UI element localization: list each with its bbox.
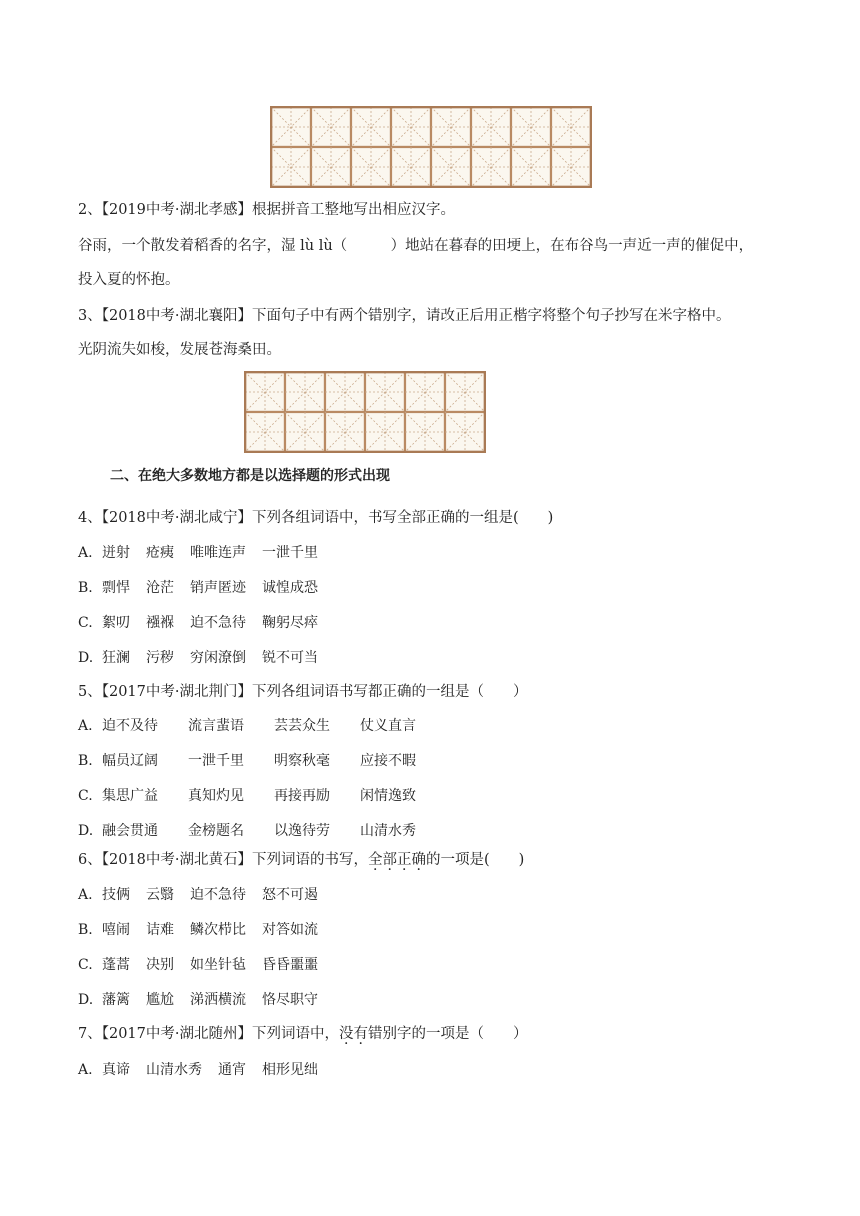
emphasis-char: 部 bbox=[382, 852, 397, 868]
grid-cell[interactable] bbox=[471, 107, 511, 147]
option-word: 疮痍 bbox=[146, 545, 174, 561]
option-word: 唯唯连声 bbox=[190, 545, 246, 561]
option-word: 剽悍 bbox=[102, 580, 130, 596]
option-word: 明察秋毫 bbox=[274, 753, 330, 769]
option-word: 诚惶成恐 bbox=[262, 580, 318, 596]
grid-cell[interactable] bbox=[431, 147, 471, 187]
option-word: 怒不可遏 bbox=[262, 887, 318, 903]
option-row[interactable] bbox=[78, 1060, 334, 1080]
option-word: 销声匿迹 bbox=[190, 580, 246, 596]
grid-cell[interactable] bbox=[551, 147, 591, 187]
question-2-line1: 谷雨，一个散发着稻香的名字，湿 lù lù（ ）地站在暮春的田埂上，在布谷鸟一声近一声的催促中， bbox=[78, 238, 754, 254]
option-word: 仗义直言 bbox=[360, 718, 416, 734]
option-label: C. bbox=[78, 788, 93, 804]
option-word: 决别 bbox=[146, 957, 174, 973]
question-2-line2: 投入夏的怀抱。 bbox=[78, 272, 180, 288]
grid-cell[interactable] bbox=[245, 412, 285, 452]
option-word: 技俩 bbox=[102, 887, 130, 903]
option-row[interactable] bbox=[78, 990, 334, 1010]
option-row[interactable] bbox=[78, 821, 446, 841]
grid-cell[interactable] bbox=[271, 107, 311, 147]
option-label: A. bbox=[78, 887, 93, 903]
option-label: B. bbox=[78, 922, 93, 938]
option-word: 集思广益 bbox=[102, 788, 158, 804]
question-5-title: 5、【2017中考·湖北荆门】下列各组词语书写都正确的一组是（ ） bbox=[78, 684, 528, 700]
option-label: B. bbox=[78, 753, 93, 769]
option-label: D. bbox=[78, 650, 94, 666]
option-word: 沧茫 bbox=[146, 580, 174, 596]
option-word: 相形见绌 bbox=[262, 1062, 318, 1078]
grid-cell[interactable] bbox=[431, 107, 471, 147]
grid-cell[interactable] bbox=[365, 372, 405, 412]
option-word: 通宵 bbox=[218, 1062, 246, 1078]
option-word: 絮叨 bbox=[102, 615, 130, 631]
option-label: A. bbox=[78, 718, 93, 734]
option-row[interactable] bbox=[78, 543, 334, 563]
question-3-sentence: 光阴流失如梭，发展苍海桑田。 bbox=[78, 342, 281, 358]
option-word: 山清水秀 bbox=[360, 823, 416, 839]
question-6-title-emph bbox=[368, 852, 426, 868]
option-word: 迫不及待 bbox=[102, 718, 158, 734]
option-word: 如坐针毡 bbox=[190, 957, 246, 973]
option-label: C. bbox=[78, 615, 93, 631]
grid-cell[interactable] bbox=[405, 412, 445, 452]
option-word: 诘难 bbox=[146, 922, 174, 938]
option-word: 流言蜚语 bbox=[188, 718, 244, 734]
emphasis-char: 有 bbox=[353, 1026, 368, 1042]
option-word: 云翳 bbox=[146, 887, 174, 903]
section-heading: 二、在绝大多数地方都是以选择题的形式出现 bbox=[110, 468, 390, 484]
grid-cell[interactable] bbox=[391, 147, 431, 187]
calligraphy-grid-1[interactable] bbox=[270, 106, 592, 188]
option-word: 幅员辽阔 bbox=[102, 753, 158, 769]
option-row[interactable] bbox=[78, 955, 334, 975]
option-word: 鳞次栉比 bbox=[190, 922, 246, 938]
option-word: 再接再励 bbox=[274, 788, 330, 804]
option-label: B. bbox=[78, 580, 93, 596]
option-word: 金榜题名 bbox=[188, 823, 244, 839]
option-word: 芸芸众生 bbox=[274, 718, 330, 734]
option-word: 以逸待劳 bbox=[274, 823, 330, 839]
option-word: 穷闲潦倒 bbox=[190, 650, 246, 666]
option-word: 污秽 bbox=[146, 650, 174, 666]
option-word: 一泄千里 bbox=[262, 545, 318, 561]
option-word: 融会贯通 bbox=[102, 823, 158, 839]
question-6-title-pre: 6、【2018中考·湖北黄石】下列词语的书写， bbox=[78, 852, 368, 868]
grid-cell[interactable] bbox=[445, 412, 485, 452]
option-word: 对答如流 bbox=[262, 922, 318, 938]
option-word: 尴尬 bbox=[146, 992, 174, 1008]
option-row[interactable] bbox=[78, 786, 446, 806]
grid-cell[interactable] bbox=[311, 107, 351, 147]
option-word: 迫不急待 bbox=[190, 887, 246, 903]
question-2-title: 2、【2019中考·湖北孝感】根据拼音工整地写出相应汉字。 bbox=[78, 202, 455, 218]
grid-cell[interactable] bbox=[245, 372, 285, 412]
option-row[interactable] bbox=[78, 648, 334, 668]
option-word: 昏昏噩噩 bbox=[262, 957, 318, 973]
grid-cell[interactable] bbox=[325, 372, 365, 412]
grid-cell[interactable] bbox=[405, 372, 445, 412]
question-7-title-emph bbox=[339, 1026, 368, 1042]
emphasis-char: 确 bbox=[411, 852, 426, 868]
option-label: D. bbox=[78, 823, 94, 839]
grid-cell[interactable] bbox=[271, 147, 311, 187]
option-word: 蓬蒿 bbox=[102, 957, 130, 973]
option-row[interactable] bbox=[78, 716, 446, 736]
grid-cell[interactable] bbox=[471, 147, 511, 187]
grid-cell[interactable] bbox=[391, 107, 431, 147]
emphasis-char: 没 bbox=[339, 1026, 354, 1042]
option-word: 恪尽职守 bbox=[262, 992, 318, 1008]
option-label: D. bbox=[78, 992, 94, 1008]
emphasis-char: 正 bbox=[396, 852, 412, 868]
grid-cell[interactable] bbox=[511, 107, 551, 147]
grid-cell[interactable] bbox=[511, 147, 551, 187]
option-word: 襁褓 bbox=[146, 615, 174, 631]
option-word: 藩篱 bbox=[102, 992, 130, 1008]
option-word: 迫不急待 bbox=[190, 615, 246, 631]
grid-cell[interactable] bbox=[551, 107, 591, 147]
calligraphy-grid-2[interactable] bbox=[244, 371, 486, 453]
question-7-title-post: 错别字的一项是（ ） bbox=[368, 1026, 528, 1042]
option-word: 迸射 bbox=[102, 545, 130, 561]
option-word: 真谛 bbox=[102, 1062, 130, 1078]
grid-cell[interactable] bbox=[365, 412, 405, 452]
grid-cell[interactable] bbox=[285, 412, 325, 452]
option-word: 涕洒横流 bbox=[190, 992, 246, 1008]
option-label: C. bbox=[78, 957, 93, 973]
option-row[interactable] bbox=[78, 920, 334, 940]
grid-cell[interactable] bbox=[285, 372, 325, 412]
option-word: 闲情逸致 bbox=[360, 788, 416, 804]
option-row[interactable] bbox=[78, 578, 334, 598]
question-3-title: 3、【2018中考·湖北襄阳】下面句子中有两个错别字，请改正后用正楷字将整个句子抄写在米字格中。 bbox=[78, 308, 731, 324]
option-word: 应接不暇 bbox=[360, 753, 416, 769]
option-row[interactable] bbox=[78, 885, 334, 905]
option-word: 嘻闹 bbox=[102, 922, 130, 938]
question-4-title: 4、【2018中考·湖北咸宁】下列各组词语中，书写全部正确的一组是( ) bbox=[78, 510, 554, 526]
grid-cell[interactable] bbox=[351, 107, 391, 147]
grid-cell[interactable] bbox=[325, 412, 365, 452]
question-6-title bbox=[78, 850, 524, 870]
option-word: 一泄千里 bbox=[188, 753, 244, 769]
option-label: A. bbox=[78, 1062, 93, 1078]
option-word: 锐不可当 bbox=[262, 650, 318, 666]
option-row[interactable] bbox=[78, 613, 334, 633]
option-row[interactable] bbox=[78, 751, 446, 771]
grid-cell[interactable] bbox=[311, 147, 351, 187]
option-label: A. bbox=[78, 545, 93, 561]
option-word: 鞠躬尽瘁 bbox=[262, 615, 318, 631]
option-word: 山清水秀 bbox=[146, 1062, 202, 1078]
grid-cell[interactable] bbox=[351, 147, 391, 187]
option-word: 狂澜 bbox=[102, 650, 130, 666]
emphasis-char: 全 bbox=[367, 852, 383, 868]
question-7-title bbox=[78, 1024, 528, 1044]
grid-cell[interactable] bbox=[445, 372, 485, 412]
question-7-title-pre: 7、【2017中考·湖北随州】下列词语中， bbox=[78, 1026, 339, 1042]
option-word: 真知灼见 bbox=[188, 788, 244, 804]
question-6-title-post: 的一项是( ) bbox=[425, 852, 525, 868]
